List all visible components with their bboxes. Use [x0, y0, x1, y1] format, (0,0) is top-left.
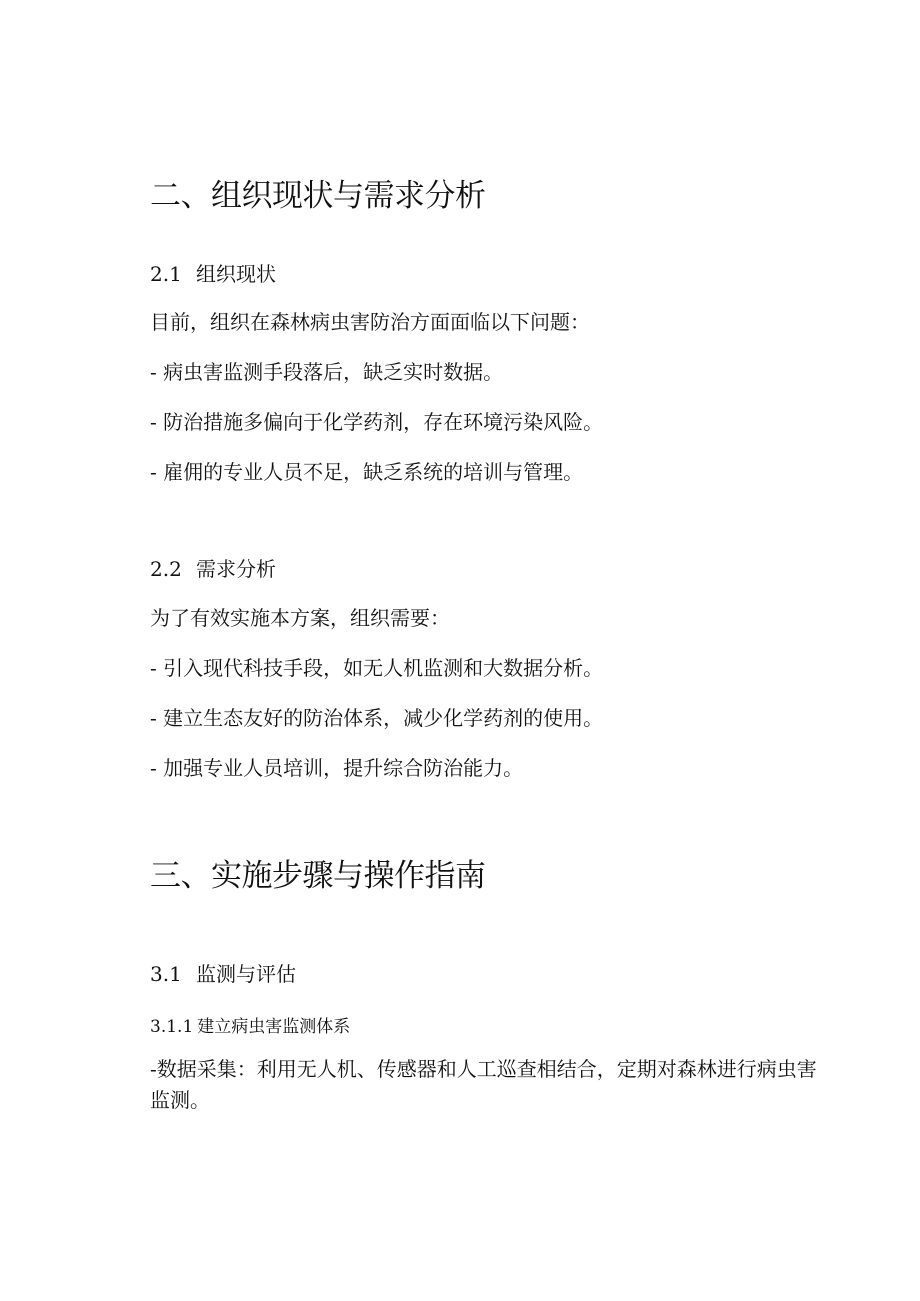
list-item: - 建立生态友好的防治体系，减少化学药剂的使用。	[150, 706, 604, 730]
subsection-title: 需求分析	[196, 557, 276, 581]
subsection-number: 2.1	[150, 262, 182, 286]
section-2-heading: 二、组织现状与需求分析	[150, 178, 486, 214]
subsubsection-number: 3.1.1	[150, 1017, 194, 1037]
subsection-2-1-heading	[150, 258, 276, 287]
body-paragraph: -数据采集：利用无人机、传感器和人工巡查相结合，定期对森林进行病虫害监测。	[150, 1057, 817, 1112]
subsection-number: 3.1	[150, 962, 182, 986]
subsection-title: 组织现状	[196, 262, 276, 286]
subsubsection-3-1-1-heading	[150, 1012, 350, 1037]
list-item: - 雇佣的专业人员不足，缺乏系统的培训与管理。	[150, 460, 584, 484]
subsubsection-title: 建立病虫害监测体系	[197, 1017, 351, 1037]
subsection-3-1-heading	[150, 958, 296, 987]
section-3-heading: 三、实施步骤与操作指南	[150, 858, 486, 894]
list-item: - 病虫害监测手段落后，缺乏实时数据。	[150, 360, 504, 384]
paragraph-intro: 目前，组织在森林病虫害防治方面面临以下问题：	[150, 310, 590, 334]
list-item: - 加强专业人员培训，提升综合防治能力。	[150, 756, 524, 780]
paragraph-intro: 为了有效实施本方案，组织需要：	[150, 606, 450, 630]
list-item: - 防治措施多偏向于化学药剂，存在环境污染风险。	[150, 410, 604, 434]
subsection-title: 监测与评估	[196, 962, 296, 986]
subsection-2-2-heading	[150, 553, 276, 582]
subsection-number: 2.2	[150, 557, 182, 581]
list-item: - 引入现代科技手段，如无人机监测和大数据分析。	[150, 656, 604, 680]
